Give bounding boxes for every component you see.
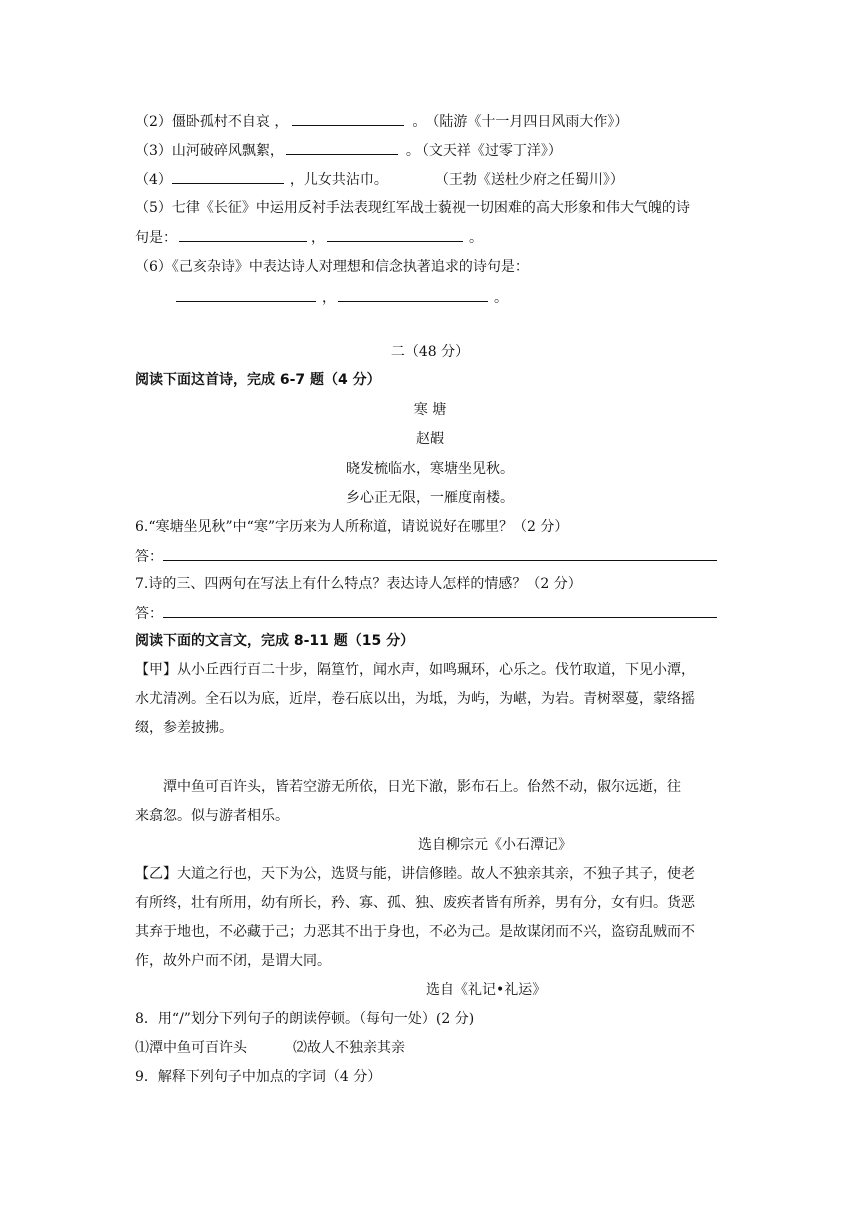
question-6: 6.“寒塘坐见秋”中“寒”字历来为人所称道，请说说好在哪里？（2 分）: [135, 519, 569, 535]
yi-line-2: 有所终，壮有所用，幼有所长，矜、寡、孤、独、废疾者皆有所养，男有分，女有归。货恶: [135, 895, 695, 911]
poem-title: 寒 塘: [413, 402, 447, 418]
q2-end: 。: [412, 114, 427, 130]
poem-author: 赵嘏: [416, 431, 444, 447]
q6a-blank-1[interactable]: [176, 287, 316, 302]
q2-source: （陆游《十一月四日风雨大作》）: [432, 114, 629, 130]
question-8-items: [135, 1038, 405, 1058]
q3-text: 山河破碎风飘絮，: [171, 143, 284, 159]
q4-blank[interactable]: [172, 169, 284, 184]
answer-7-line[interactable]: [163, 603, 717, 618]
q5-blank-2[interactable]: [327, 227, 463, 242]
q8-item-a: ⑴潭中鱼可百许头: [135, 1040, 247, 1056]
q5-end: 。: [469, 230, 483, 246]
question-7: 7.诗的三、四两句在写法上有什么特点？表达诗人怎样的情感？（2 分）: [135, 576, 582, 592]
poem-intro: 阅读下面这首诗，完成 6-7 题（4 分）: [135, 372, 381, 388]
answer-6-line[interactable]: [163, 546, 717, 561]
q5-prefix: 句是：: [135, 230, 177, 246]
jia-line-5: 来翕忽。似与游者相乐。: [135, 808, 289, 824]
classical-intro: 阅读下面的文言文，完成 8-11 题（15 分）: [135, 633, 415, 649]
q3-end: 。: [405, 143, 420, 159]
q5-blank-1[interactable]: [179, 227, 307, 242]
q6a-line2: [176, 287, 508, 308]
yi-line-3: 其弃于地也，不必藏于己；力恶其不出于身也，不必为己。是故谋闭而不兴，盗窃乱贼而不: [135, 924, 695, 940]
yi-source: 选自《礼记•礼运》: [426, 982, 547, 998]
q3-source: （文天祥《过零丁洋》）: [421, 143, 562, 159]
q6a-line1: （6）《己亥杂诗》中表达诗人对理想和信念执著追求的诗句是：: [135, 259, 529, 275]
q2-number: （2）: [135, 114, 172, 130]
jia-source: 选自柳宗元《小石潭记》: [418, 837, 572, 853]
q3-line: [135, 140, 562, 161]
q3-number: （3）: [135, 143, 172, 159]
yi-line-1: 【乙】大道之行也，天下为公，选贤与能，讲信修睦。故人不独亲其亲，不独子其子，使老: [135, 866, 695, 882]
q6a-blank-2[interactable]: [338, 287, 488, 302]
section2-heading: 二（48 分）: [390, 344, 470, 360]
q4-text: ，儿女共沾巾。: [289, 172, 388, 188]
q2-line: [135, 111, 628, 132]
q5-line2: [135, 227, 483, 248]
q4-source: （王勃《送杜少府之任蜀川》）: [441, 172, 624, 188]
yi-line-4: 作，故外户而不闭，是谓大同。: [135, 953, 331, 969]
q3-blank[interactable]: [286, 140, 398, 155]
q4-number: （4）: [135, 172, 172, 188]
answer-7: [135, 603, 717, 624]
jia-line-4: 潭中鱼可百许头，皆若空游无所依，日光下澈，影布石上。佁然不动，俶尔远逝，往: [163, 779, 681, 795]
q8-item-b: ⑵故人不独亲其亲: [293, 1040, 405, 1056]
q2-blank[interactable]: [292, 111, 404, 126]
jia-line-2: 水尤清冽。全石以为底，近岸，卷石底以出，为坻，为屿，为嵁，为岩。青树翠蔓，蒙络摇: [135, 691, 695, 707]
answer-7-label: 答：: [135, 606, 163, 622]
q5-sep: ，: [311, 230, 325, 246]
q6a-end: 。: [494, 290, 508, 306]
q4-line: [135, 169, 624, 190]
jia-line-1: 【甲】从小丘西行百二十步，隔篁竹，闻水声，如鸣珮环，心乐之。伐竹取道，下见小潭，: [135, 662, 695, 678]
question-8: 8．用“/”划分下列句子的朗读停顿。（每句一处）(2 分): [135, 1011, 475, 1027]
answer-6-label: 答：: [135, 549, 163, 565]
poem-line-2: 乡心正无限，一雁度南楼。: [346, 490, 514, 506]
q5-line1: （5）七律《长征》中运用反衬手法表现红军战士藐视一切困难的高大形象和伟大气魄的诗: [135, 200, 690, 216]
q6a-sep: ，: [322, 290, 336, 306]
q2-text: 僵卧孤村不自哀 ，: [171, 114, 289, 130]
jia-line-3: 缀，参差披拂。: [135, 720, 233, 736]
poem-line-1: 晓发梳临水，寒塘坐见秋。: [346, 461, 514, 477]
question-9: 9．解释下列句子中加点的字词（4 分）: [135, 1069, 382, 1085]
answer-6: [135, 546, 717, 567]
